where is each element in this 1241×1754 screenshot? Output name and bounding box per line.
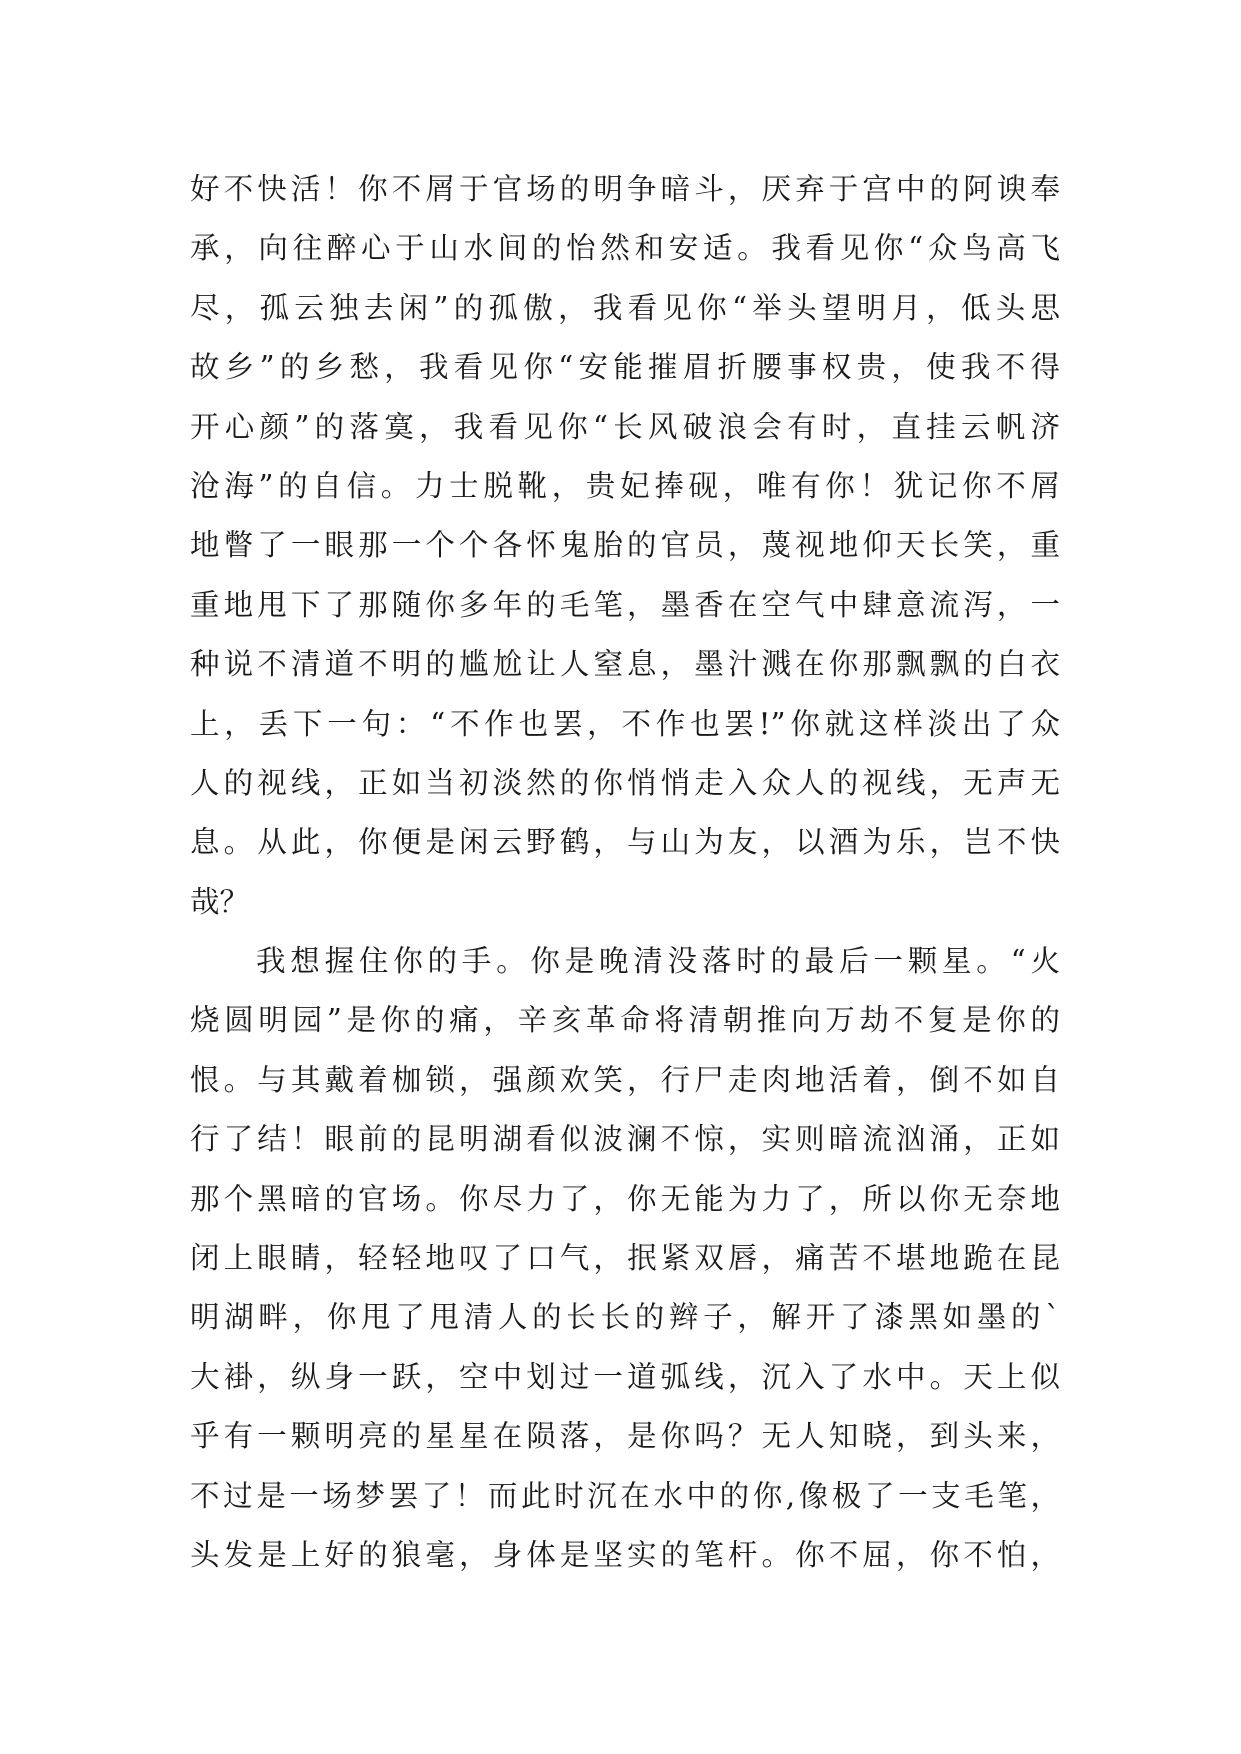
paragraph-2 bbox=[190, 932, 1060, 1585]
text-line: 好不快活！你不屑于官场的明争暗斗，厌弃于宫中的阿谀奉 bbox=[190, 172, 1060, 206]
text-line: 沧海”的自信。力士脱靴，贵妃捧砚，唯有你！犹记你不屑 bbox=[190, 468, 1060, 503]
text-line: 乎有一颗明亮的星星在陨落，是你吗？无人知晓，到头来， bbox=[190, 1419, 1060, 1454]
text-line: 明湖畔，你甩了甩清人的长长的辫子，解开了漆黑如墨的` bbox=[190, 1300, 1060, 1335]
text-line: 地瞥了一眼那一个个各怀鬼胎的官员，蔑视地仰天长笑，重 bbox=[190, 528, 1060, 563]
text-line: 恨。与其戴着枷锁，强颜欢笑，行尸走肉地活着，倒不如自 bbox=[190, 1062, 1060, 1097]
text-line: 哉？ bbox=[190, 884, 250, 919]
text-line: 人的视线，正如当初淡然的你悄悄走入众人的视线，无声无 bbox=[190, 765, 1060, 800]
text-line: 尽，孤云独去闲”的孤傲，我看见你“举头望明月，低头思 bbox=[190, 290, 1060, 325]
essay-body bbox=[190, 160, 1060, 1585]
text-line: 烧圆明园”是你的痛，辛亥革命将清朝推向万劫不复是你的 bbox=[190, 1003, 1060, 1038]
text-line: 承，向往醉心于山水间的怡然和安适。我看见你“众鸟高飞 bbox=[190, 231, 1060, 266]
text-line: 我想握住你的手。你是晚清没落时的最后一颗星。“火 bbox=[256, 944, 1060, 979]
text-line: 头发是上好的狼毫，身体是坚实的笔杆。你不屈，你不怕， bbox=[190, 1537, 1060, 1572]
paragraph-1 bbox=[190, 160, 1060, 932]
text-line: 行了结！眼前的昆明湖看似波澜不惊，实则暗流汹涌，正如 bbox=[190, 1122, 1060, 1157]
text-line: 重地甩下了那随你多年的毛笔，墨香在空气中肆意流泻，一 bbox=[190, 587, 1060, 622]
text-line: 那个黑暗的官场。你尽力了，你无能为力了，所以你无奈地 bbox=[190, 1181, 1060, 1216]
text-line: 息。从此，你便是闲云野鹤，与山为友，以酒为乐，岂不快 bbox=[190, 825, 1060, 860]
text-line: 上，丢下一句：“不作也罢，不作也罢!”你就这样淡出了众 bbox=[190, 706, 1060, 741]
text-line: 开心颜”的落寞，我看见你“长风破浪会有时，直挂云帆济 bbox=[190, 409, 1060, 444]
text-line: 故乡”的乡愁，我看见你“安能摧眉折腰事权贵，使我不得 bbox=[190, 350, 1060, 385]
text-line: 种说不清道不明的尴尬让人窒息，墨汁溅在你那飘飘的白衣 bbox=[190, 647, 1060, 682]
text-line: 闭上眼睛，轻轻地叹了口气，抿紧双唇，痛苦不堪地跪在昆 bbox=[190, 1241, 1060, 1276]
text-line: 大褂，纵身一跃，空中划过一道弧线，沉入了水中。天上似 bbox=[190, 1359, 1060, 1394]
text-line: 不过是一场梦罢了！而此时沉在水中的你,像极了一支毛笔， bbox=[190, 1478, 1060, 1513]
